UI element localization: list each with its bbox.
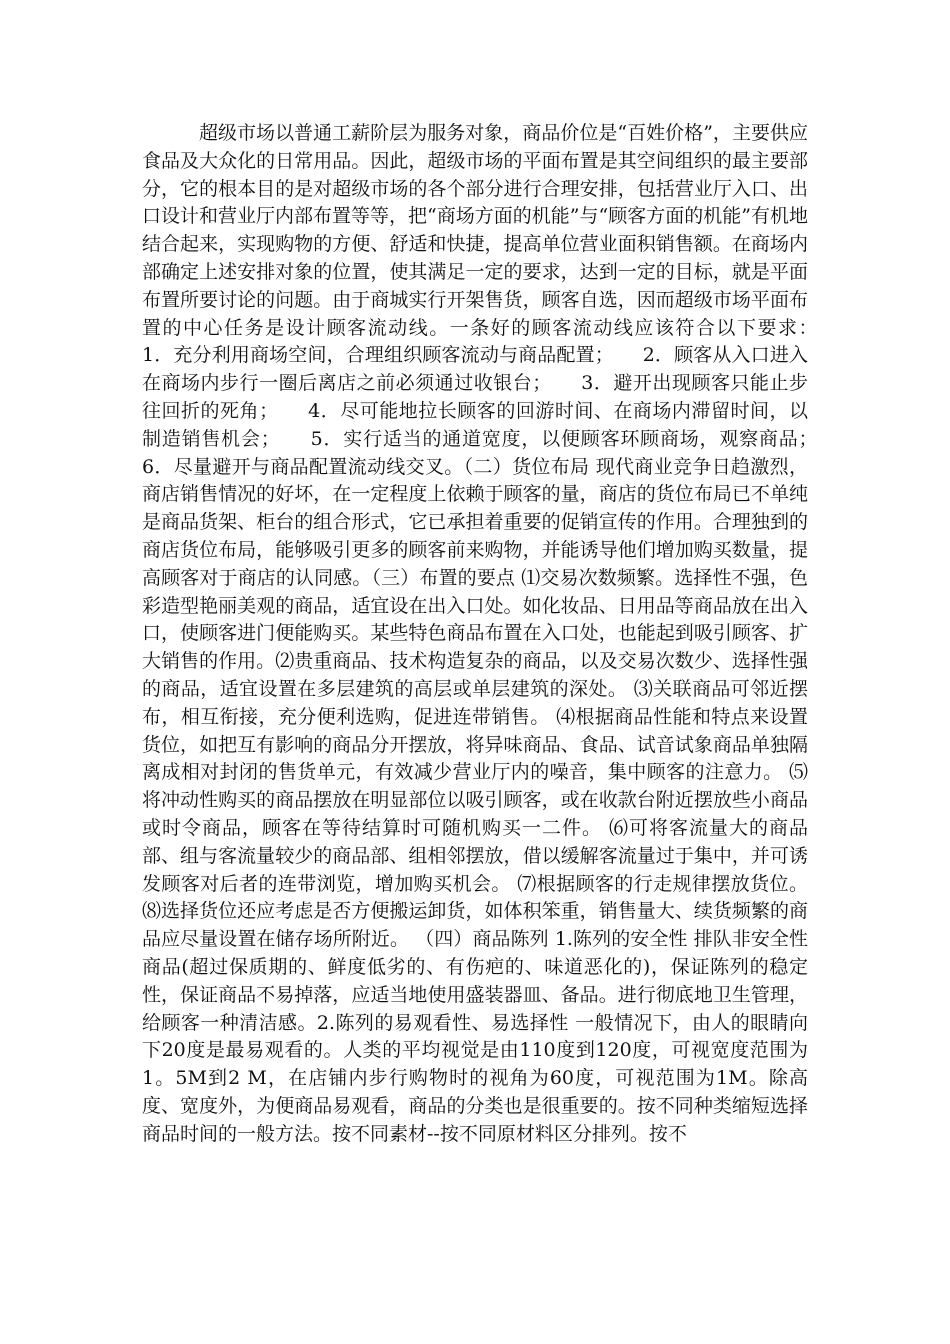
body-paragraph: 超级市场以普通工薪阶层为服务对象，商品价位是“百姓价格”，主要供应食品及大众化的日常用品。因此，超级市场的平面布置是其空间组织的最主要部分，它的根本目的是对超级市场的各个部分进行合理安排，包括营业厅入口、出口设计和营业厅内部布置等等，把“商场方面的机能”与“顾客方面的机能”有机地结合起来，实现购物的方便、舒适和快捷，提高单位营业面积销售额。在商场内部确定上述安排对象的位置，使其满足一定的要求，达到一定的目标，就是平面布置所要讨论的问题。由于商城实行开架售货，顾客自选，因而超级市场平面布置的中心任务是设计顾客流动线。一条好的顾客流动线应该符合以下要求： 1．充分利用商场空间，合理组织顾客流动与商品配置； 2．顾客从入口进入在商场内步行一圈后离店之前必须通过收银台； 3．避开出现顾客只能止步往回折的死角； 4．尽可能地拉长顾客的回游时间、在商场内滞留时间，以制造销售机会； 5．实行适当的通道宽度，以便顾客环顾商场，观察商品； 6．尽量避开与商品配置流动线交叉。（二）货位布局 现代商业竞争日趋激烈，商店销售情况的好坏，在一定程度上依赖于顾客的量，商店的货位布局已不单纯是商品货架、柜台的组合形式，它已承担着重要的促销宣传的作用。合理独到的商店货位布局，能够吸引更多的顾客前来购物，并能诱导他们增加购买数量，提高顾客对于商店的认同感。（三）布置的要点 ⑴交易次数频繁。选择性不强，色彩造型艳丽美观的商品，适宜设在出入口处。如化妆品、日用品等商品放在出入口，使顾客进门便能购买。某些特色商品布置在入口处，也能起到吸引顾客、扩大销售的作用。⑵贵重商品、技术构造复杂的商品，以及交易次数少、选择性强的商品，适宜设置在多层建筑的高层或单层建筑的深处。 ⑶关联商品可邻近摆布，相互衔接，充分便利选购，促进连带销售。 ⑷根据商品性能和特点来设置货位，如把互有影响的商品分开摆放，将异味商品、食品、试音试象商品单独隔离成相对封闭的售货单元，有效减少营业厅内的噪音，集中顾客的注意力。 ⑸将冲动性购买的商品摆放在明显部位以吸引顾客，或在收款台附近摆放些小商品或时令商品，顾客在等待结算时可随机购买一二件。 ⑹可将客流量大的商品部、组与客流量较少的商品部、组相邻摆放，借以缓解客流量过于集中，并可诱发顾客对后者的连带浏览，增加购买机会。 ⑺根据顾客的行走规律摆放货位。⑻选择货位还应考虑是否方便搬运卸货，如体积笨重，销售量大、续货频繁的商品应尽量设置在储存场所附近。 （四）商品陈列 1.陈列的安全性 排队非安全性商品(超过保质期的、鲜度低劣的、有伤疤的、味道恶化的)，保证陈列的稳定性，保证商品不易掉落，应适当地使用盛装器皿、备品。进行彻底地卫生管理，给顾客一种清洁感。2.陈列的易观看性、易选择性 一般情况下，由人的眼睛向下20度是最易观看的。人类的平均视觉是由110度到120度，可视宽度范围为1。5M到2 M，在店铺内步行购物时的视角为60度，可视范围为1M。除高度、宽度外，为便商品易观看，商品的分类也是很重要的。按不同种类缩短选择商品时间的一般方法。按不同素材--按不同原材料区分排列。按不	[142, 122, 847, 1145]
